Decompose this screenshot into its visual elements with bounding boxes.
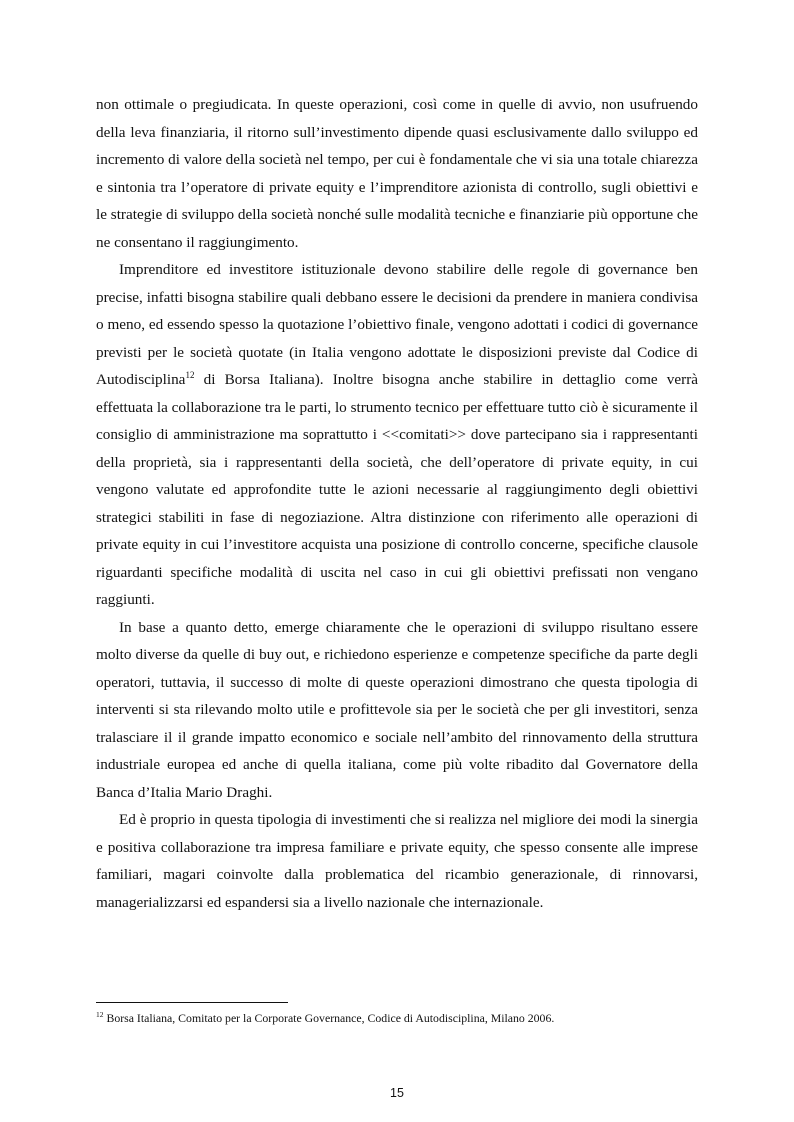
paragraph-4: Ed è proprio in questa tipologia di investimenti che si realizza nel migliore dei modi la sinergia e positiva collaborazione tra impresa familiare e private equity, che spesso consente alle imprese familiari, magari coinvolte dalla problematica del ricambio generazionale, di rinnovarsi, managerializzarsi ed espandersi sia a livello nazionale che internazionale. [96,811,698,911]
footnote-reference: 12 [185,369,195,380]
paragraph-2-text-continued: di Borsa Italiana). Inoltre bisogna anche stabilire in dettaglio come verrà effettuata la collaborazione tra le parti, lo strumento tecnico per effettuare tutto ciò è sicuramente il consiglio di amministrazione ma soprattutto i <<comitati>> dove partecipano sia i rappresentanti della proprietà, sia i rappresentanti della società, che dell’operatore di private equity, in cui vengono valutate ed approfondite tutte le azioni necessarie al raggiungimento degli obiettivi strategici stabiliti in fase di negoziazione. Altra distinzione con riferimento alle operazioni di private equity in cui l’investitore acquista una posizione di controllo concerne, specifiche clausole riguardanti specifiche modalità di uscita nel caso in cui gli obiettivi prefissati non vengano raggiunti. [96,371,698,608]
document-body [96,91,698,916]
footnote [96,1011,716,1026]
paragraph-2-text: Imprenditore ed investitore istituzionale devono stabilire delle regole di governance ben precise, infatti bisogna stabilire quali debbano essere le decisioni da prendere in maniera condivisa o meno, ed essendo spesso la quotazione l’obiettivo finale, vengono adottati i codici di governance previsti per le società quotate (in Italia vengono adottate le disposizioni previste dal Codice di Autodisciplina [96,261,698,388]
paragraph-1: non ottimale o pregiudicata. In queste operazioni, così come in quelle di avvio, non usufruendo della leva finanziaria, il ritorno sull’investimento dipende quasi esclusivamente dallo sviluppo ed incremento di valore della società nel tempo, per cui è fondamentale che vi sia una totale chiarezza e sintonia tra l’operatore di private equity e l’imprenditore azionista di controllo, sugli obiettivi e le strategie di sviluppo della società nonché sulle modalità tecniche e finanziarie più opportune che ne consentano il raggiungimento. [96,96,698,251]
paragraph-2 [96,256,698,614]
footnote-number: 12 [96,1010,104,1020]
page-number: 15 [390,1086,404,1100]
footnote-separator [96,1002,288,1003]
footnote-text: Borsa Italiana, Comitato per la Corporate Governance, Codice di Autodisciplina, Milano 2006. [103,1011,555,1025]
paragraph-3: In base a quanto detto, emerge chiaramente che le operazioni di sviluppo risultano essere molto diverse da quelle di buy out, e richiedono esperienze e competenze specifiche da parte degli operatori, tuttavia, il successo di molte di queste operazioni dimostrano che questa tipologia di interventi si sta rilevando molto utile e profittevole sia per le società che per gli investitori, senza tralasciare il il grande impatto economico e sociale nell’ambito del rinnovamento della struttura industriale europea ed anche di quella italiana, come più volte ribadito dal Governatore della Banca d’Italia Mario Draghi. [96,618,698,801]
